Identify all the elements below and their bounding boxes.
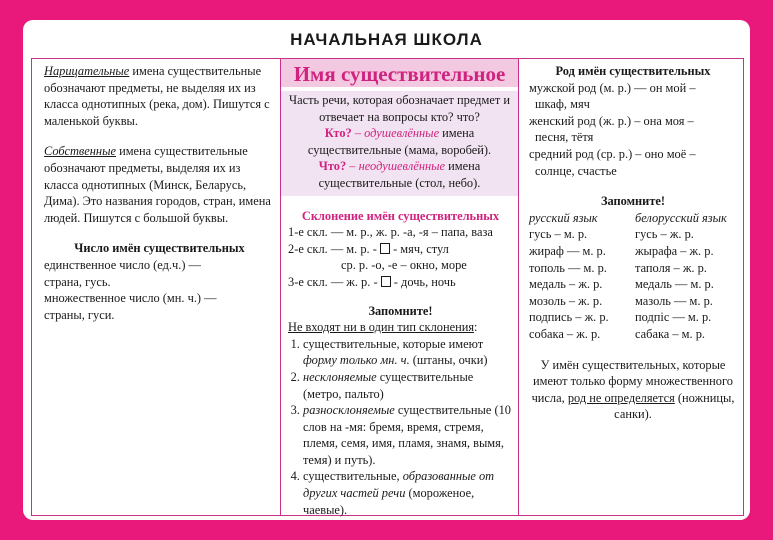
plural-note xyxy=(529,357,737,423)
belarusian-header: белорусский язык xyxy=(635,210,727,225)
animate-term: одушевлённые xyxy=(364,126,440,141)
item-text: существительные (10 слов на -мя: бремя, время, стремя, племя, семя, имя, пламя, знамя, вымя, темя) и путь). xyxy=(303,403,511,467)
russian-cell: тополь — м. р. xyxy=(529,260,607,275)
declension-heading: Склонение имён существительных xyxy=(301,208,500,223)
belarusian-cell: сабака – м. р. xyxy=(635,326,706,341)
empty-ending-icon xyxy=(380,243,390,254)
page-title: НАЧАЛЬНАЯ ШКОЛА xyxy=(290,30,483,49)
russian-header: русский язык xyxy=(529,210,598,225)
colon: : xyxy=(474,320,478,335)
number-line: страны, гуси. xyxy=(44,307,115,322)
list-item xyxy=(303,402,513,468)
definition-text: Часть речи, которая обозначает предмет и отвечает на вопросы кто? что? xyxy=(289,93,510,124)
item-text: существительные (метро, пальто) xyxy=(303,369,474,401)
gender-line: женский род (ж. р.) – она моя – xyxy=(529,113,694,128)
rule-intro xyxy=(288,319,513,336)
remember-heading: Запомните! xyxy=(600,194,666,209)
inanimate-text: имена существительные (стол, небо). xyxy=(318,159,481,190)
belarusian-cell: таполя – ж. р. xyxy=(635,260,707,275)
what-question: Что? xyxy=(318,159,347,174)
paragraph-common-nouns xyxy=(44,63,275,129)
inanimate-term: неодушевлённые xyxy=(358,159,446,174)
declension-2-neuter: ср. р. -о, -е – окно, море xyxy=(341,258,467,273)
item-term: форму только мн. ч. xyxy=(303,353,410,368)
proper-text: имена существительные обозначают предметы, выделяя их из класса однотипных (Минск, Беларусь, Дима). Это названия городов, стран, имена людей. Пишутся с большой буквы. xyxy=(44,144,271,225)
declension-2-text: 2-е скл. — м. р. - xyxy=(288,241,380,256)
number-line: страна, гусь. xyxy=(44,274,111,289)
item-text: существительные, xyxy=(303,469,403,484)
card xyxy=(23,20,750,520)
belarusian-cell: мазоль — м. р. xyxy=(635,293,713,308)
term-common: Нарицательные xyxy=(44,64,130,78)
remember-heading: Запомните! xyxy=(368,303,433,318)
item-text: (мороженое, чаевые). xyxy=(303,486,475,517)
definition-box xyxy=(281,91,518,196)
gender-line: средний род (ср. р.) – оно моё – xyxy=(529,146,696,161)
gender-line: мужской род (м. р.) — он мой – xyxy=(529,80,696,95)
declension-2 xyxy=(288,241,513,258)
belarusian-cell: медаль — м. р. xyxy=(635,277,714,292)
gender-line: песня, тётя xyxy=(535,130,594,145)
russian-cell: жираф — м. р. xyxy=(529,243,606,258)
russian-cell: мозоль – ж. р. xyxy=(529,293,603,308)
number-line: единственное число (ед.ч.) — xyxy=(44,257,201,272)
gender-line: шкаф, мяч xyxy=(535,97,590,112)
content-frame xyxy=(31,58,744,516)
list-item xyxy=(303,336,513,369)
dash: – xyxy=(351,126,365,141)
russian-cell: гусь – м. р. xyxy=(529,227,588,242)
gender-line: солнце, счастье xyxy=(535,163,617,178)
column-gender xyxy=(519,59,743,515)
item-text: (штаны, очки) xyxy=(409,353,488,368)
item-term: образованные от других частей речи xyxy=(303,469,495,501)
gender-heading: Род имён существительных xyxy=(555,64,711,78)
item-text: существительные, которые имеют xyxy=(303,336,484,351)
exception-list xyxy=(288,336,513,519)
who-question: Кто? xyxy=(324,126,352,141)
belarusian-cell: жырафа – ж. р. xyxy=(635,243,714,258)
number-line: множественное число (мн. ч.) — xyxy=(44,291,217,306)
common-text: имена существительные обозначают предметы, не выделяя их из класса однотипных (река, дом). Пишутся с маленькой буквы. xyxy=(44,64,270,128)
empty-ending-icon xyxy=(381,276,391,287)
declension-2-example: - мяч, стул xyxy=(389,241,449,256)
item-term: разносклоняемые xyxy=(303,403,395,418)
russian-cell: собака – ж. р. xyxy=(529,326,601,341)
list-item xyxy=(303,369,513,402)
column-noun xyxy=(281,59,518,515)
dash: – xyxy=(346,159,359,174)
animate-text: имена существительные (мама, воробей). xyxy=(307,126,492,157)
plural-emphasis: род не определяется xyxy=(567,390,675,405)
russian-cell: подпись – ж. р. xyxy=(529,310,609,325)
paragraph-proper-nouns xyxy=(44,143,275,226)
declension-1: 1-е скл. — м. р., ж. р. -а, -я – папа, ваза xyxy=(288,225,493,240)
belarusian-cell: подпіс — м. р. xyxy=(635,310,712,325)
column-common-proper xyxy=(32,59,281,515)
russian-cell: медаль – ж. р. xyxy=(529,277,603,292)
declension-3-text: 3-е скл. — ж. р. - xyxy=(288,274,381,289)
plural-example: (ножницы, санки). xyxy=(614,390,735,422)
list-item xyxy=(303,468,513,518)
section-title: Имя существительное xyxy=(281,59,518,87)
belarusian-cell: гусь – ж. р. xyxy=(635,227,694,242)
comparison-table xyxy=(529,210,737,343)
term-proper: Собственные xyxy=(44,144,116,159)
number-heading: Число имён существительных xyxy=(74,241,245,256)
item-term: несклоняемые xyxy=(303,369,377,384)
rule-intro-text: Не входят ни в один тип склонения xyxy=(288,320,475,335)
plural-text: У имён существительных, которые имеют только форму множественного числа, xyxy=(531,357,733,405)
declension-3 xyxy=(288,274,513,291)
declension-3-example: - дочь, ночь xyxy=(390,274,456,289)
